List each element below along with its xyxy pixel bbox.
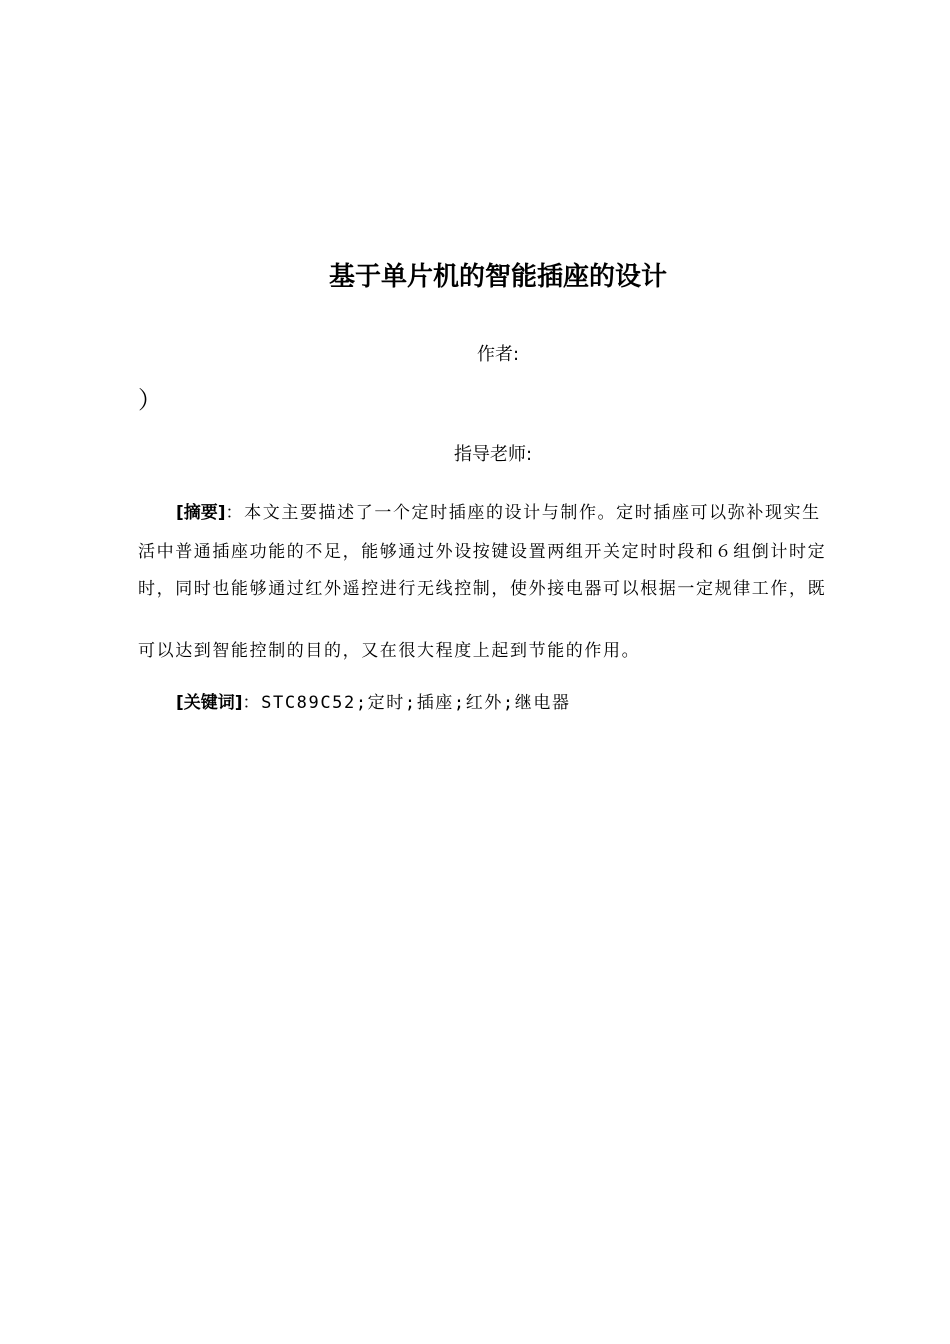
abstract-tag: [摘要] xyxy=(176,503,226,523)
abstract-line-4: 可以达到智能控制的目的，又在很大程度上起到节能的作用。 xyxy=(138,641,641,661)
keywords-tag: [关键词] xyxy=(176,693,243,713)
author-label: 作者: xyxy=(476,344,520,365)
abstract-line-1 xyxy=(176,498,901,523)
abstract-line-2: 活中普通插座功能的不足，能够通过外设按键设置两组开关定时时段和６组倒计时定 xyxy=(138,542,827,562)
abstract-text-1: ：本文主要描述了一个定时插座的设计与制作。定时插座可以弥补现实生 xyxy=(225,503,821,523)
abstract-line-3: 时，同时也能够通过红外遥控进行无线控制，使外接电器可以根据一定规律工作，既 xyxy=(138,579,827,599)
document-title: 基于单片机的智能插座的设计 xyxy=(328,262,667,292)
keywords-text: ：STC89C52;定时;插座;红外;继电器 xyxy=(242,693,571,713)
closing-parenthesis: ） xyxy=(138,386,162,414)
advisor-label: 指导老师: xyxy=(453,444,533,465)
keywords-line xyxy=(176,688,901,713)
